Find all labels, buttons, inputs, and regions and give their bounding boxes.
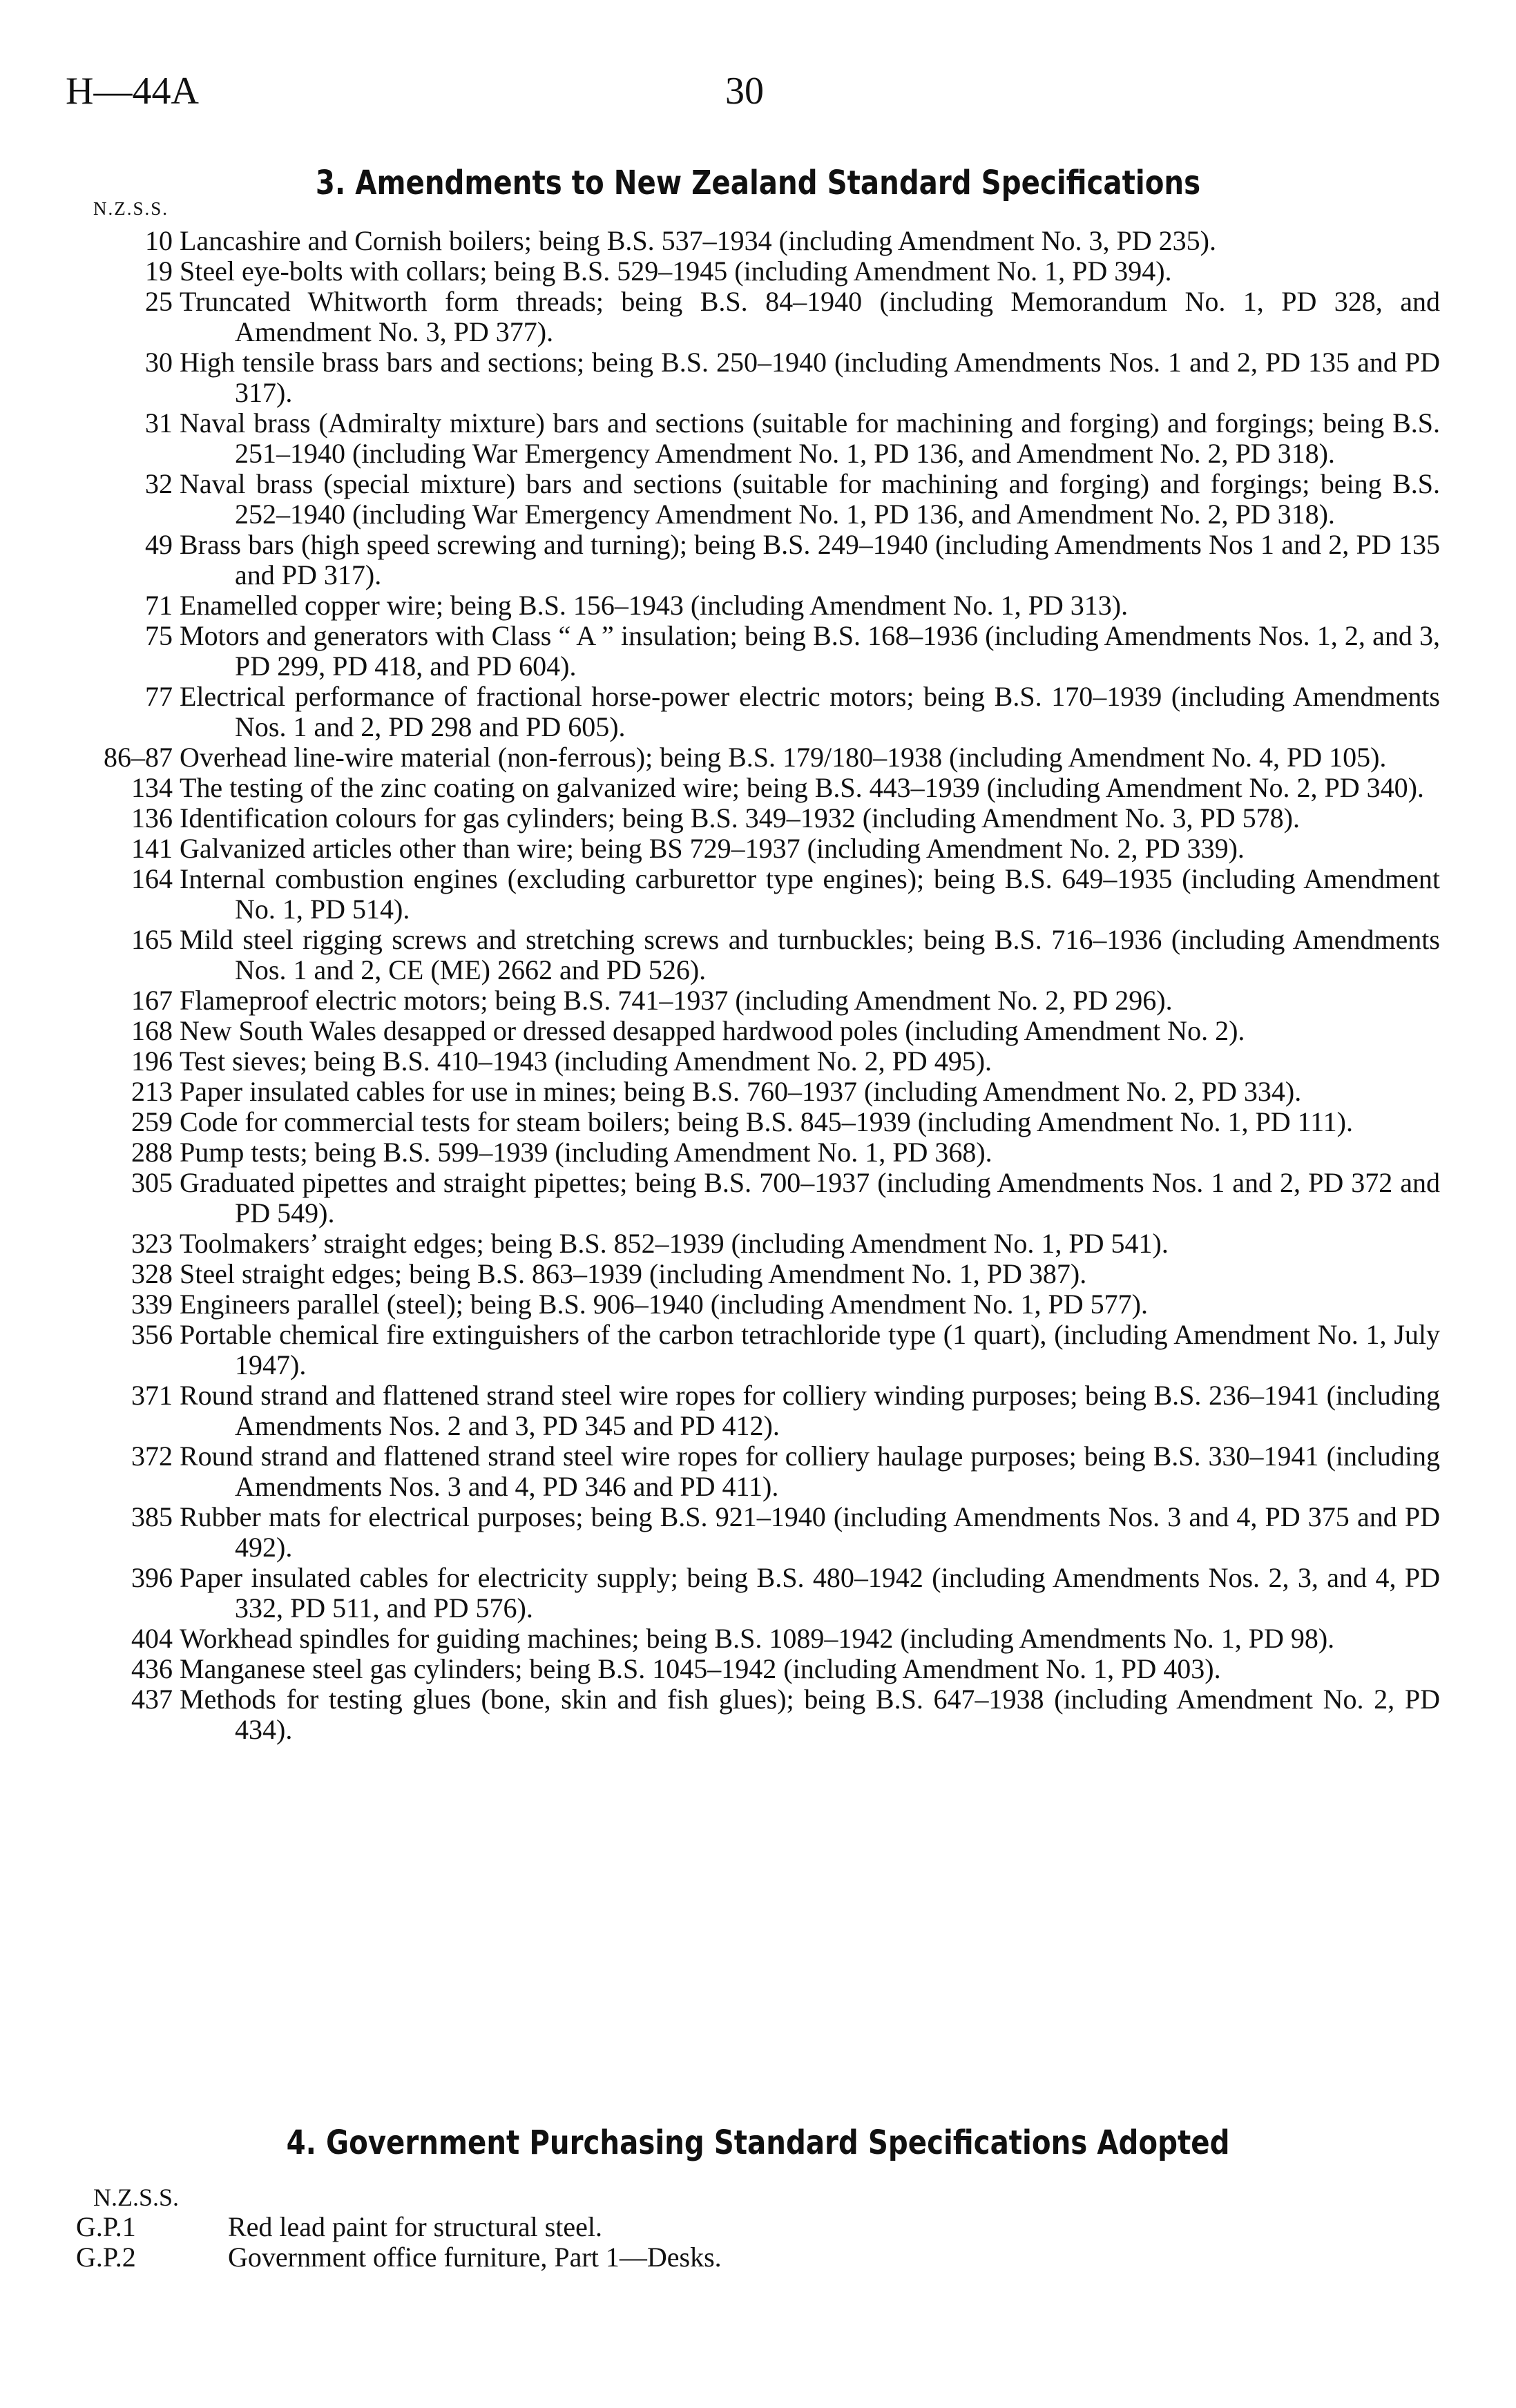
spec-description: Red lead paint for structural steel. — [228, 2211, 603, 2242]
spec-description: Naval brass (special mixture) bars and sections (suitable for machining and forging) and forgings; being B.S. 252–1940 (including War Emergency Amendment No. 1, PD 136, and Amendment No. 2, PD 318). — [180, 468, 1440, 530]
spec-description: Steel eye-bolts with collars; being B.S. 529–1945 (including Amendment No. 1, PD 394). — [180, 256, 1172, 287]
spec-description: New South Wales desapped or dressed desapped hardwood poles (including Amendment No. 2). — [180, 1015, 1245, 1046]
spec-description: Engineers parallel (steel); being B.S. 906–1940 (including Amendment No. 1, PD 577). — [180, 1289, 1148, 1320]
spec-description: Manganese steel gas cylinders; being B.S. 1045–1942 (including Amendment No. 1, PD 403). — [180, 1653, 1221, 1684]
spec-description: Steel straight edges; being B.S. 863–1939 (including Amendment No. 1, PD 387). — [180, 1258, 1087, 1289]
list-item — [0, 1016, 1516, 1046]
document-reference: H—44A — [66, 70, 199, 113]
spec-number: 25 — [145, 286, 173, 317]
spec-description: Government office furniture, Part 1—Desks. — [228, 2242, 722, 2273]
list-item — [0, 347, 1516, 408]
list-item — [0, 1502, 1516, 1563]
list-item — [0, 2242, 1516, 2273]
section-heading: 4. Government Purchasing Standard Specifications Adopted — [286, 2123, 1230, 2162]
list-item — [0, 1654, 1516, 1684]
spec-number: 328 — [131, 1258, 173, 1289]
spec-description: Round strand and flattened strand steel wire ropes for colliery haulage purposes; being B.S. 330–1941 (including Amendments Nos. 3 and 4, PD 346 and PD 411). — [180, 1441, 1440, 1502]
spec-number: 196 — [131, 1046, 173, 1077]
list-item — [0, 226, 1516, 256]
spec-description: Identification colours for gas cylinders; being B.S. 349–1932 (including Amendment No. 3, PD 578). — [180, 802, 1300, 834]
spec-description: Overhead line-wire material (non-ferrous); being B.S. 179/180–1938 (including Amendment No. 4, PD 105). — [180, 742, 1387, 773]
spec-number: 356 — [131, 1319, 173, 1350]
spec-number: 10 — [145, 225, 173, 256]
list-item — [0, 1289, 1516, 1320]
list-item — [0, 1107, 1516, 1137]
spec-description: Mild steel rigging screws and stretching screws and turnbuckles; being B.S. 716–1936 (including Amendments Nos. 1 and 2, CE (ME) 2662 and PD 526). — [180, 924, 1440, 985]
spec-number: 436 — [131, 1653, 173, 1684]
list-item — [0, 742, 1516, 773]
spec-description: Portable chemical fire extinguishers of the carbon tetrachloride type (1 quart), (including Amendment No. 1, July 1947). — [180, 1319, 1440, 1380]
list-item — [0, 773, 1516, 803]
spec-number: 136 — [131, 802, 173, 834]
spec-number: 71 — [145, 590, 173, 621]
spec-description: Brass bars (high speed screwing and turning); being B.S. 249–1940 (including Amendments Nos 1 and 2, PD 135 and PD 317). — [180, 529, 1440, 590]
spec-number: 134 — [131, 772, 173, 803]
list-item — [0, 590, 1516, 621]
spec-description: Methods for testing glues (bone, skin and fish glues); being B.S. 647–1938 (including Amendment No. 2, PD 434). — [180, 1684, 1440, 1745]
spec-number: 75 — [145, 620, 173, 651]
column-label: N.Z.S.S. — [93, 198, 169, 219]
list-item — [0, 1684, 1516, 1745]
page-number: 30 — [725, 70, 764, 113]
list-item — [0, 1441, 1516, 1502]
spec-number: 164 — [131, 863, 173, 894]
spec-description: Test sieves; being B.S. 410–1943 (including Amendment No. 2, PD 495). — [180, 1046, 992, 1077]
list-item — [0, 1077, 1516, 1107]
list-item — [0, 621, 1516, 682]
list-item — [0, 1168, 1516, 1229]
spec-description: Paper insulated cables for electricity supply; being B.S. 480–1942 (including Amendments Nos. 2, 3, and 4, PD 332, PD 511, and PD 576). — [180, 1562, 1440, 1624]
spec-description: Graduated pipettes and straight pipettes; being B.S. 700–1937 (including Amendments Nos. 1 and 2, PD 372 and PD 549). — [180, 1167, 1440, 1229]
spec-description: Rubber mats for electrical purposes; being B.S. 921–1940 (including Amendments Nos. 3 and 4, PD 375 and PD 492). — [180, 1501, 1440, 1563]
list-item — [0, 469, 1516, 530]
spec-number: 385 — [131, 1501, 173, 1532]
spec-number: 339 — [131, 1289, 173, 1320]
list-item — [0, 256, 1516, 287]
spec-description: Workhead spindles for guiding machines; being B.S. 1089–1942 (including Amendments No. 1, PD 98). — [180, 1623, 1335, 1654]
list-item — [0, 1137, 1516, 1168]
spec-number: 19 — [145, 256, 173, 287]
spec-description: Motors and generators with Class “ A ” insulation; being B.S. 168–1936 (including Amendments Nos. 1, 2, and 3, PD 299, PD 418, and PD 604). — [180, 620, 1440, 682]
spec-number: 288 — [131, 1137, 173, 1168]
entry-list — [0, 2212, 1516, 2273]
spec-number: 165 — [131, 924, 173, 955]
spec-number: 437 — [131, 1684, 173, 1715]
list-item — [0, 682, 1516, 742]
spec-description: Code for commercial tests for steam boilers; being B.S. 845–1939 (including Amendment No. 1, PD 111). — [180, 1106, 1354, 1137]
spec-number: 30 — [145, 347, 173, 378]
spec-number: 77 — [145, 681, 173, 712]
column-label: N.Z.S.S. — [93, 2184, 180, 2211]
spec-description: Flameproof electric motors; being B.S. 741–1937 (including Amendment No. 2, PD 296). — [180, 985, 1173, 1016]
list-item — [0, 1563, 1516, 1624]
list-item — [0, 985, 1516, 1016]
spec-description: Enamelled copper wire; being B.S. 156–1943 (including Amendment No. 1, PD 313). — [180, 590, 1129, 621]
spec-number: 168 — [131, 1015, 173, 1046]
spec-number: G.P.2 — [76, 2242, 136, 2273]
spec-description: Internal combustion engines (excluding carburettor type engines); being B.S. 649–1935 (including Amendment No. 1, PD 514). — [180, 863, 1440, 925]
spec-number: G.P.1 — [76, 2211, 136, 2242]
spec-description: Truncated Whitworth form threads; being B.S. 84–1940 (including Memorandum No. 1, PD 328, and Amendment No. 3, PD 377). — [180, 286, 1440, 347]
list-item — [0, 408, 1516, 469]
section-heading: 3. Amendments to New Zealand Standard Specifications — [315, 164, 1201, 202]
spec-description: Round strand and flattened strand steel wire ropes for colliery winding purposes; being B.S. 236–1941 (including Amendments Nos. 2 and 3, PD 345 and PD 412). — [180, 1380, 1440, 1441]
list-item — [0, 925, 1516, 985]
spec-number: 213 — [131, 1076, 173, 1107]
spec-number: 404 — [131, 1623, 173, 1654]
spec-description: Electrical performance of fractional horse-power electric motors; being B.S. 170–1939 (including Amendments Nos. 1 and 2, PD 298 and PD 605). — [180, 681, 1440, 742]
page-header — [66, 69, 1475, 124]
list-item — [0, 1380, 1516, 1441]
spec-description: The testing of the zinc coating on galvanized wire; being B.S. 443–1939 (including Amendment No. 2, PD 340). — [180, 772, 1424, 803]
spec-number: 372 — [131, 1441, 173, 1472]
list-item — [0, 287, 1516, 347]
spec-number: 396 — [131, 1562, 173, 1593]
spec-number: 371 — [131, 1380, 173, 1411]
list-item — [0, 803, 1516, 834]
list-item — [0, 1259, 1516, 1289]
list-item — [0, 1229, 1516, 1259]
list-item — [0, 1320, 1516, 1380]
spec-number: 32 — [145, 468, 173, 499]
entry-list — [0, 226, 1516, 1745]
spec-description: Pump tests; being B.S. 599–1939 (including Amendment No. 1, PD 368). — [180, 1137, 992, 1168]
spec-description: Lancashire and Cornish boilers; being B.S. 537–1934 (including Amendment No. 3, PD 235). — [180, 225, 1216, 256]
spec-number: 86–87 — [104, 742, 173, 773]
list-item — [0, 530, 1516, 590]
spec-number: 305 — [131, 1167, 173, 1198]
spec-number: 49 — [145, 529, 173, 560]
spec-description: Galvanized articles other than wire; being BS 729–1937 (including Amendment No. 2, PD 339). — [180, 833, 1245, 864]
spec-description: Toolmakers’ straight edges; being B.S. 852–1939 (including Amendment No. 1, PD 541). — [180, 1228, 1169, 1259]
list-item — [0, 1624, 1516, 1654]
spec-number: 167 — [131, 985, 173, 1016]
list-item — [0, 2212, 1516, 2242]
spec-description: Naval brass (Admiralty mixture) bars and sections (suitable for machining and forging) and forgings; being B.S. 251–1940 (including War Emergency Amendment No. 1, PD 136, and Amendment No. 2, PD 318). — [180, 407, 1440, 469]
spec-number: 141 — [131, 833, 173, 864]
spec-number: 259 — [131, 1106, 173, 1137]
list-item — [0, 864, 1516, 925]
list-item — [0, 1046, 1516, 1077]
list-item — [0, 834, 1516, 864]
spec-description: Paper insulated cables for use in mines; being B.S. 760–1937 (including Amendment No. 2, PD 334). — [180, 1076, 1302, 1107]
spec-description: High tensile brass bars and sections; being B.S. 250–1940 (including Amendments Nos. 1 and 2, PD 135 and PD 317). — [180, 347, 1440, 408]
spec-number: 31 — [145, 407, 173, 439]
spec-number: 323 — [131, 1228, 173, 1259]
